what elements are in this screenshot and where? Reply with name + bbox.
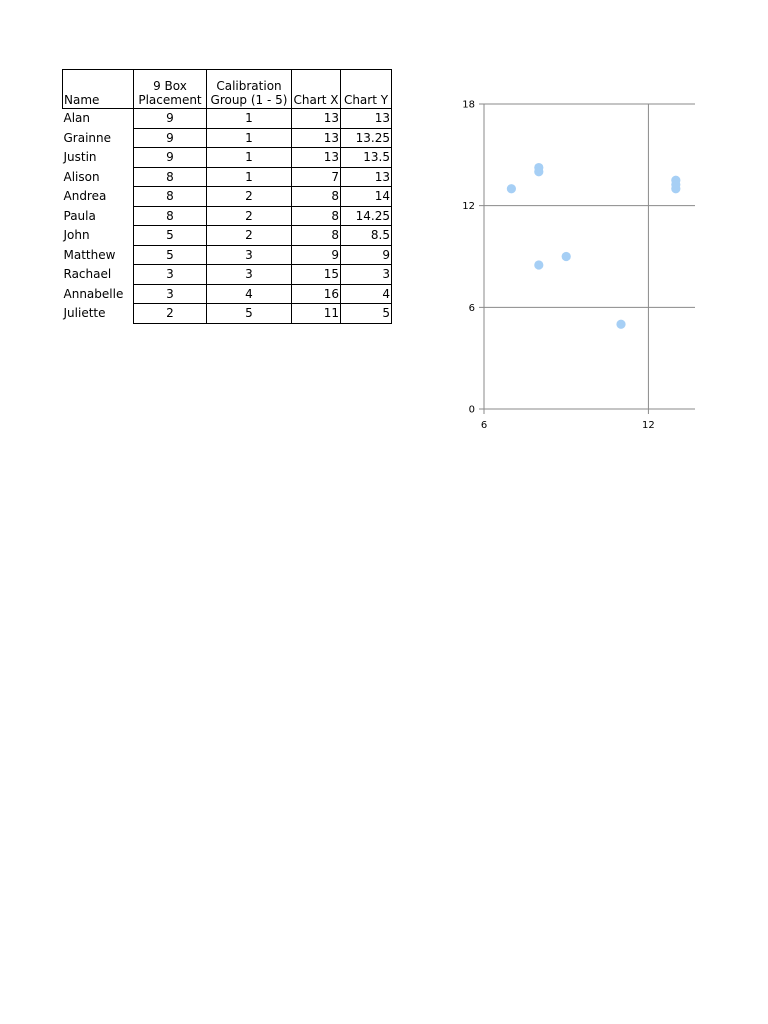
- table-body: [63, 109, 392, 324]
- cell-chart-x: 9: [292, 245, 341, 265]
- cell-chart-y: 4: [341, 284, 392, 304]
- table-row: [63, 284, 392, 304]
- column-header-line: 9 Box: [153, 79, 187, 93]
- column-header-line: Chart X: [293, 93, 339, 107]
- cell-name: Juliette: [63, 304, 134, 324]
- table-row: [63, 187, 392, 207]
- cell-chart-x: 13: [292, 128, 341, 148]
- cell-chart-y: 13.5: [341, 148, 392, 168]
- cell-placement: 8: [134, 206, 207, 226]
- cell-calibration-group: 3: [207, 265, 292, 285]
- table-row: [63, 265, 392, 285]
- cell-name: Matthew: [63, 245, 134, 265]
- table-row: [63, 128, 392, 148]
- cell-name: Grainne: [63, 128, 134, 148]
- cell-placement: 5: [134, 245, 207, 265]
- column-header-calibration-group: [207, 70, 292, 109]
- cell-chart-x: 11: [292, 304, 341, 324]
- cell-chart-x: 7: [292, 167, 341, 187]
- cell-chart-y: 9: [341, 245, 392, 265]
- cell-calibration-group: 5: [207, 304, 292, 324]
- cell-chart-x: 8: [292, 226, 341, 246]
- data-table: [62, 69, 392, 324]
- cell-calibration-group: 2: [207, 226, 292, 246]
- cell-placement: 2: [134, 304, 207, 324]
- column-header-name: [63, 70, 134, 109]
- table-row: [63, 167, 392, 187]
- table-row: [63, 109, 392, 129]
- cell-placement: 9: [134, 109, 207, 129]
- cell-calibration-group: 2: [207, 187, 292, 207]
- column-header-chart-y: [341, 70, 392, 109]
- column-header-line: Chart Y: [343, 93, 389, 107]
- chart-points: [507, 163, 681, 329]
- cell-name: Andrea: [63, 187, 134, 207]
- cell-chart-y: 14: [341, 187, 392, 207]
- column-header-line: Calibration: [216, 79, 282, 93]
- y-tick-label: 12: [462, 201, 475, 213]
- cell-chart-x: 15: [292, 265, 341, 285]
- cell-chart-y: 14.25: [341, 206, 392, 226]
- cell-calibration-group: 3: [207, 245, 292, 265]
- column-header-line: Group (1 - 5): [210, 93, 288, 107]
- data-point: [534, 260, 543, 269]
- chart-tick-labels: [462, 100, 655, 432]
- cell-name: Alison: [63, 167, 134, 187]
- data-point: [562, 252, 571, 261]
- cell-chart-y: 3: [341, 265, 392, 285]
- table-row: [63, 206, 392, 226]
- cell-placement: 9: [134, 128, 207, 148]
- cell-calibration-group: 1: [207, 128, 292, 148]
- column-header-line: Placement: [138, 93, 202, 107]
- data-point: [671, 176, 680, 185]
- cell-chart-x: 16: [292, 284, 341, 304]
- cell-calibration-group: 2: [207, 206, 292, 226]
- x-tick-label: 12: [642, 420, 655, 431]
- cell-chart-x: 13: [292, 148, 341, 168]
- y-tick-label: 0: [468, 404, 475, 416]
- chart-gridlines: [479, 104, 695, 414]
- table-row: [63, 148, 392, 168]
- cell-name: Justin: [63, 148, 134, 168]
- cell-calibration-group: 4: [207, 284, 292, 304]
- column-header-line: Name: [64, 93, 100, 107]
- cell-chart-y: 5: [341, 304, 392, 324]
- column-header-chart-x: [292, 70, 341, 109]
- cell-name: Rachael: [63, 265, 134, 285]
- cell-placement: 9: [134, 148, 207, 168]
- cell-calibration-group: 1: [207, 148, 292, 168]
- cell-calibration-group: 1: [207, 167, 292, 187]
- cell-placement: 8: [134, 167, 207, 187]
- cell-placement: 3: [134, 265, 207, 285]
- cell-chart-y: 13: [341, 167, 392, 187]
- scatter-chart: [440, 90, 710, 440]
- cell-chart-y: 13.25: [341, 128, 392, 148]
- cell-name: Alan: [63, 109, 134, 129]
- cell-name: John: [63, 226, 134, 246]
- table-row: [63, 245, 392, 265]
- y-tick-label: 6: [468, 302, 475, 314]
- table-row: [63, 304, 392, 324]
- cell-calibration-group: 1: [207, 109, 292, 129]
- table-header-row: [63, 70, 392, 109]
- chart-axes: [484, 104, 695, 409]
- cell-placement: 5: [134, 226, 207, 246]
- cell-chart-x: 8: [292, 206, 341, 226]
- data-point: [616, 320, 625, 329]
- y-tick-label: 18: [462, 99, 475, 111]
- cell-chart-x: 13: [292, 109, 341, 129]
- table-row: [63, 226, 392, 246]
- column-header-placement: [134, 70, 207, 109]
- cell-name: Paula: [63, 206, 134, 226]
- data-point: [507, 184, 516, 193]
- cell-chart-y: 13: [341, 109, 392, 129]
- x-tick-label: 6: [480, 420, 488, 431]
- data-point: [534, 163, 543, 172]
- cell-chart-y: 8.5: [341, 226, 392, 246]
- cell-placement: 8: [134, 187, 207, 207]
- cell-name: Annabelle: [63, 284, 134, 304]
- cell-chart-x: 8: [292, 187, 341, 207]
- cell-placement: 3: [134, 284, 207, 304]
